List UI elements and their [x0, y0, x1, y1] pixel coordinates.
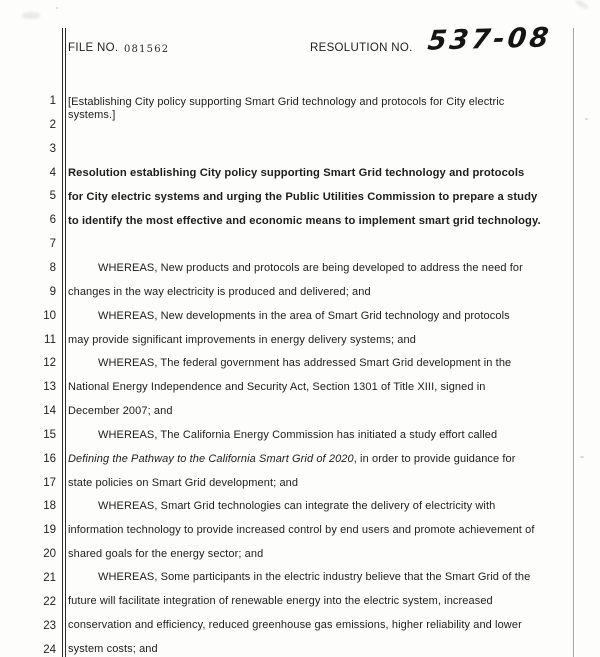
line-number: 20 [43, 548, 56, 561]
document-text-line [68, 381, 574, 393]
left-margin-double-rule [62, 28, 66, 657]
document-text-line [68, 524, 574, 536]
line-number: 8 [49, 261, 56, 274]
resolution-no-handwritten-value: 537-08 [426, 22, 554, 57]
line-number: 3 [49, 142, 56, 155]
line-number: 6 [49, 214, 56, 227]
document-text-line [68, 477, 574, 489]
line-number: 15 [43, 428, 56, 441]
line-number: 18 [43, 500, 56, 513]
line-number: 9 [49, 285, 56, 298]
document-text-line [68, 167, 574, 179]
line-number: 16 [43, 452, 56, 465]
line-number: 10 [43, 309, 56, 322]
text-segment: systems.] [68, 109, 116, 121]
document-text-line [68, 548, 574, 560]
line-number: 17 [43, 476, 56, 489]
text-segment: December 2007; and [68, 405, 173, 417]
text-segment: Resolution establishing City policy supporting Smart Grid technology and protocols [68, 167, 525, 179]
line-number: 21 [43, 572, 56, 584]
scan-artifact [22, 12, 40, 19]
text-segment: National Energy Independence and Security Act, Section 1301 of Title XIII, signed in [68, 381, 486, 393]
document-text-line [68, 357, 600, 369]
scan-artifact [575, 0, 590, 10]
document-text-line [68, 262, 600, 274]
document-text-line [68, 429, 600, 441]
text-segment: WHEREAS, New products and protocols are being developed to address the need for [98, 262, 523, 274]
document-text-line [68, 405, 574, 417]
line-number: 22 [43, 595, 56, 608]
document-text-line [68, 453, 574, 465]
text-segment: information technology to provide increased control by end users and promote achievement of [68, 524, 535, 536]
line-number: 12 [43, 357, 56, 370]
italic-text-segment: Defining the Pathway to the California Smart Grid of 2020 [68, 453, 354, 465]
line-number: 13 [43, 381, 56, 394]
line-number: 11 [44, 333, 56, 346]
line-number: 1 [49, 95, 56, 107]
document-text-line [68, 215, 574, 227]
line-number: 24 [43, 643, 56, 656]
text-segment: changes in the way electricity is produced and delivered; and [68, 286, 371, 298]
text-segment: future will facilitate integration of renewable energy into the electric system, increased [68, 595, 493, 607]
text-segment: WHEREAS, New developments in the area of Smart Grid technology and protocols [98, 310, 510, 322]
line-number: 14 [43, 405, 56, 418]
text-segment: WHEREAS, Smart Grid technologies can integrate the delivery of electricity with [98, 500, 496, 512]
document-text-line [68, 500, 600, 512]
text-segment: WHEREAS, Some participants in the electric industry believe that the Smart Grid of the [98, 571, 531, 583]
resolution-no-label: RESOLUTION NO. [310, 42, 413, 54]
text-segment: to identify the most effective and economic means to implement smart grid technology. [68, 215, 541, 227]
document-text-line [68, 96, 574, 108]
text-segment: may provide significant improvements in energy delivery systems; and [68, 334, 416, 346]
scan-artifact [56, 7, 58, 9]
text-segment: [Establishing City policy supporting Smart Grid technology and protocols for City electric [68, 96, 505, 108]
document-text-line [68, 571, 600, 583]
text-segment: , in order to provide guidance for [353, 453, 516, 465]
file-no-value: 081562 [124, 44, 170, 55]
text-segment: shared goals for the energy sector; and [68, 548, 264, 560]
file-no-label: FILE NO. [68, 42, 119, 54]
scan-artifact [580, 456, 584, 458]
text-segment: system costs; and [68, 643, 158, 655]
text-segment: WHEREAS, The federal government has addressed Smart Grid development in the [98, 357, 512, 369]
document-text-line [68, 109, 574, 121]
text-segment: conservation and efficiency, reduced greenhouse gas emissions, higher reliability and lower [68, 619, 522, 631]
line-number: 7 [49, 238, 56, 251]
document-text-line [68, 334, 574, 346]
text-segment: for City electric systems and urging the Public Utilities Commission to prepare a study [68, 191, 538, 203]
document-text-line [68, 619, 574, 631]
document-text-line [68, 643, 574, 655]
text-segment: state policies on Smart Grid development; and [68, 477, 299, 489]
line-number: 23 [43, 619, 56, 632]
document-text-line [68, 191, 574, 203]
line-number: 19 [43, 524, 56, 537]
scan-artifact [585, 118, 588, 120]
line-number: 5 [49, 190, 56, 203]
line-number: 4 [49, 166, 56, 179]
document-text-line [68, 310, 600, 322]
document-text-line [68, 595, 574, 607]
line-number: 2 [49, 118, 56, 131]
document-text-line [68, 286, 574, 298]
text-segment: WHEREAS, The California Energy Commission has initiated a study effort called [98, 429, 498, 441]
